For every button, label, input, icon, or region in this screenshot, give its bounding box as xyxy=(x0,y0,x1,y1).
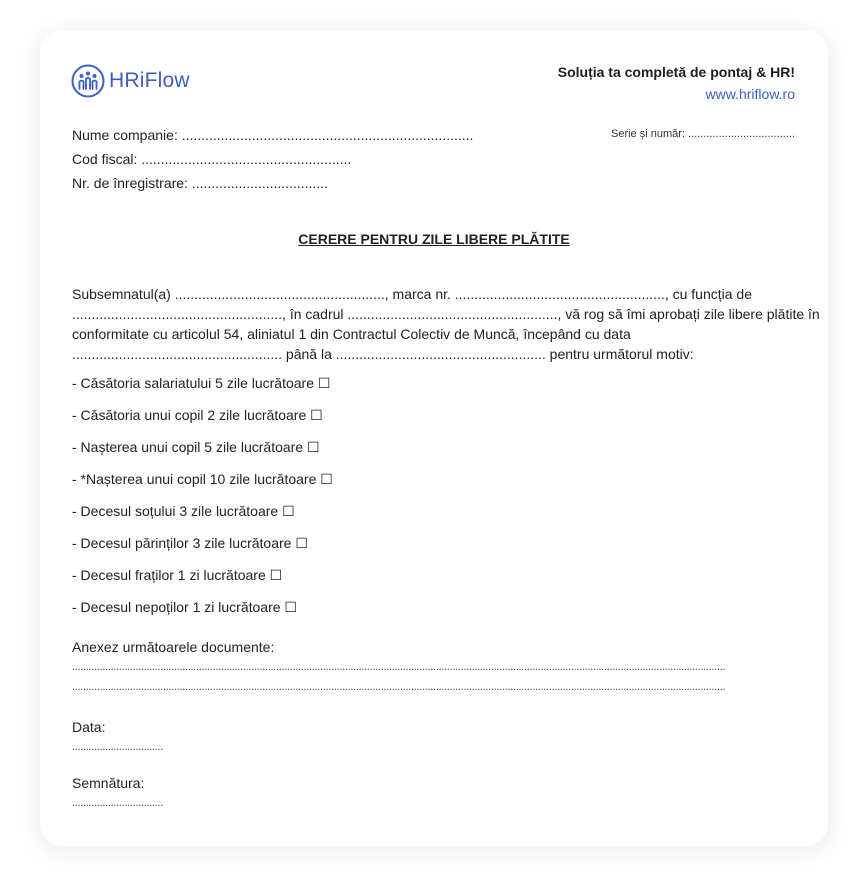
serie-number-field: Serie și număr: ................................... xyxy=(611,128,795,140)
document-page xyxy=(40,30,828,846)
option-birth-child-5[interactable]: - Nașterea unui copil 5 zile lucrătoare ☐ xyxy=(72,439,320,455)
signature-label: Semnătura: xyxy=(72,775,145,791)
option-death-nephews[interactable]: - Decesul nepoților 1 zi lucrătoare ☐ xyxy=(72,599,297,615)
option-death-parents[interactable]: - Decesul părinților 3 zile lucrătoare ☐ xyxy=(72,535,308,551)
option-marriage-employee[interactable]: - Căsătoria salariatului 5 zile lucrătoare ☐ xyxy=(72,375,331,391)
paragraph-line: ...................................................... până la ...................................................... pentru următorul motiv: xyxy=(72,346,694,362)
tagline: Soluția ta completă de pontaj & HR! xyxy=(557,64,795,80)
signature-line[interactable]: ................................. xyxy=(72,797,163,809)
people-circle-logo-icon xyxy=(71,64,105,98)
date-label: Data: xyxy=(72,719,106,735)
option-death-siblings[interactable]: - Decesul fraților 1 zi lucrătoare ☐ xyxy=(72,567,283,583)
attachments-line[interactable]: ............................................................................................................................................................................................................................................. xyxy=(72,661,726,673)
paragraph-line: Subsemnatul(a) ......................................................, marca nr. ......................................................, cu funcția de xyxy=(72,286,752,302)
document-title: CERERE PENTRU ZILE LIBERE PLĂTITE xyxy=(298,231,570,247)
registration-number-field: Nr. de înregistrare: ................................... xyxy=(72,175,328,191)
brand-logo xyxy=(71,64,190,98)
option-marriage-child[interactable]: - Căsătoria unui copil 2 zile lucrătoare ☐ xyxy=(72,407,323,423)
company-name-field: Nume companie: ........................................................................... xyxy=(72,127,474,143)
paragraph-line: conformitate cu articolul 54, aliniatul 1 din Contractul Colectiv de Muncă, începând cu data xyxy=(72,326,631,342)
option-death-spouse[interactable]: - Decesul soțului 3 zile lucrătoare ☐ xyxy=(72,503,295,519)
option-birth-child-10[interactable]: - *Nașterea unui copil 10 zile lucrătoare ☐ xyxy=(72,471,333,487)
website-link[interactable]: www.hriflow.ro xyxy=(705,86,795,102)
attachments-label: Anexez următoarele documente: xyxy=(72,639,275,655)
attachments-line[interactable]: ............................................................................................................................................................................................................................................. xyxy=(72,681,726,693)
request-paragraph xyxy=(72,284,820,364)
paragraph-line: ......................................................, în cadrul ......................................................, vă rog să îmi aprobați zile libere plătite în xyxy=(72,306,820,322)
brand-name: HRiFlow xyxy=(109,69,190,92)
date-line[interactable]: ................................. xyxy=(72,741,163,753)
fiscal-code-field: Cod fiscal: ...................................................... xyxy=(72,151,352,167)
